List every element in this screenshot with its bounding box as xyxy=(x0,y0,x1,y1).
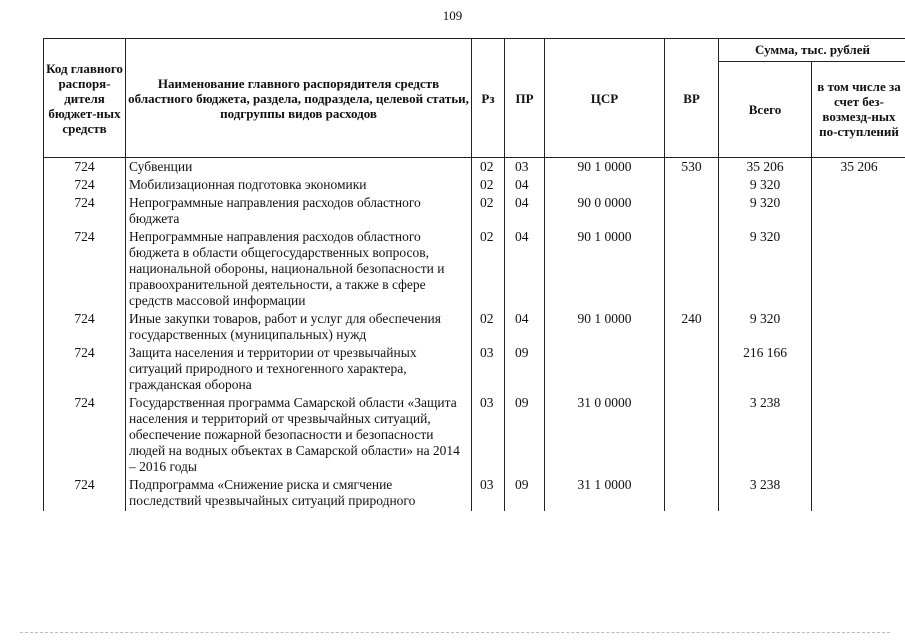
cell-code: 724 xyxy=(44,158,126,178)
cell-rz: 03 xyxy=(472,345,505,395)
cell-csr: 90 1 0000 xyxy=(545,229,665,311)
cell-vr xyxy=(665,195,719,229)
table-row xyxy=(44,345,905,395)
table-row xyxy=(44,311,905,345)
cell-pr: 04 xyxy=(505,195,545,229)
header-pr: ПР xyxy=(505,39,545,158)
cell-vr: 240 xyxy=(665,311,719,345)
cell-name: Непрограммные направления расходов областного бюджета в области общегосударственных вопросов, национальной обороны, национальной безопасности и правоохранительной деятельности, а также в сфере средств массовой информации xyxy=(126,229,472,311)
cell-csr: 90 0 0000 xyxy=(545,195,665,229)
cell-free xyxy=(812,229,905,311)
cell-code: 724 xyxy=(44,477,126,511)
cell-free: 35 206 xyxy=(812,158,905,178)
cell-pr: 04 xyxy=(505,311,545,345)
cell-name: Иные закупки товаров, работ и услуг для обеспечения государственных (муниципальных) нужд xyxy=(126,311,472,345)
cell-vr: 530 xyxy=(665,158,719,178)
cell-total: 9 320 xyxy=(719,229,812,311)
cell-code: 724 xyxy=(44,345,126,395)
header-csr: ЦСР xyxy=(545,39,665,158)
page-number: 109 xyxy=(442,8,463,23)
cell-name: Подпрограмма «Снижение риска и смягчение последствий чрезвычайных ситуаций природного xyxy=(126,477,472,511)
cell-rz: 02 xyxy=(472,311,505,345)
page-bottom-rule xyxy=(20,632,890,633)
cell-name: Защита населения и территории от чрезвычайных ситуаций природного и техногенного характера, гражданская оборона xyxy=(126,345,472,395)
header-sum-group: Сумма, тыс. рублей xyxy=(719,39,905,62)
table-row xyxy=(44,477,905,511)
cell-free xyxy=(812,311,905,345)
table-row xyxy=(44,158,905,178)
cell-total: 3 238 xyxy=(719,477,812,511)
cell-total: 3 238 xyxy=(719,395,812,477)
cell-name: Непрограммные направления расходов областного бюджета xyxy=(126,195,472,229)
cell-csr xyxy=(545,345,665,395)
cell-csr xyxy=(545,177,665,195)
table-row xyxy=(44,229,905,311)
cell-rz: 03 xyxy=(472,395,505,477)
cell-free xyxy=(812,477,905,511)
budget-table xyxy=(43,38,905,511)
cell-free xyxy=(812,177,905,195)
cell-free xyxy=(812,345,905,395)
cell-total: 35 206 xyxy=(719,158,812,178)
cell-pr: 04 xyxy=(505,229,545,311)
table-row xyxy=(44,177,905,195)
cell-total: 9 320 xyxy=(719,177,812,195)
cell-name: Субвенции xyxy=(126,158,472,178)
cell-csr: 90 1 0000 xyxy=(545,311,665,345)
cell-total: 9 320 xyxy=(719,195,812,229)
cell-name: Мобилизационная подготовка экономики xyxy=(126,177,472,195)
header-free: в том числе за счет без-возмезд-ных по-ступлений xyxy=(812,61,905,157)
cell-vr xyxy=(665,395,719,477)
cell-free xyxy=(812,395,905,477)
cell-vr xyxy=(665,229,719,311)
cell-code: 724 xyxy=(44,311,126,345)
cell-csr: 31 0 0000 xyxy=(545,395,665,477)
table-row xyxy=(44,395,905,477)
cell-name: Государственная программа Самарской области «Защита населения и территорий от чрезвычайных ситуаций, обеспечение пожарной безопасности и безопасности людей на водных объектах в Самарской области» на 2014 – 2016 годы xyxy=(126,395,472,477)
cell-code: 724 xyxy=(44,195,126,229)
cell-vr xyxy=(665,345,719,395)
cell-pr: 09 xyxy=(505,477,545,511)
cell-pr: 03 xyxy=(505,158,545,178)
cell-code: 724 xyxy=(44,177,126,195)
header-rz: Рз xyxy=(472,39,505,158)
header-code: Код главного распоря-дителя бюджет-ных средств xyxy=(44,39,126,158)
cell-total: 9 320 xyxy=(719,311,812,345)
cell-vr xyxy=(665,477,719,511)
header-vr: ВР xyxy=(665,39,719,158)
header-name: Наименование главного распорядителя средств областного бюджета, раздела, подраздела, целевой статьи, подгруппы видов расходов xyxy=(126,39,472,158)
cell-rz: 03 xyxy=(472,477,505,511)
header-total: Всего xyxy=(719,61,812,157)
table-body xyxy=(44,158,905,512)
cell-pr: 09 xyxy=(505,345,545,395)
cell-rz: 02 xyxy=(472,158,505,178)
cell-total: 216 166 xyxy=(719,345,812,395)
cell-pr: 09 xyxy=(505,395,545,477)
cell-code: 724 xyxy=(44,229,126,311)
cell-code: 724 xyxy=(44,395,126,477)
cell-csr: 31 1 0000 xyxy=(545,477,665,511)
cell-csr: 90 1 0000 xyxy=(545,158,665,178)
table-row xyxy=(44,195,905,229)
cell-rz: 02 xyxy=(472,195,505,229)
cell-rz: 02 xyxy=(472,229,505,311)
cell-vr xyxy=(665,177,719,195)
cell-free xyxy=(812,195,905,229)
cell-rz: 02 xyxy=(472,177,505,195)
cell-pr: 04 xyxy=(505,177,545,195)
